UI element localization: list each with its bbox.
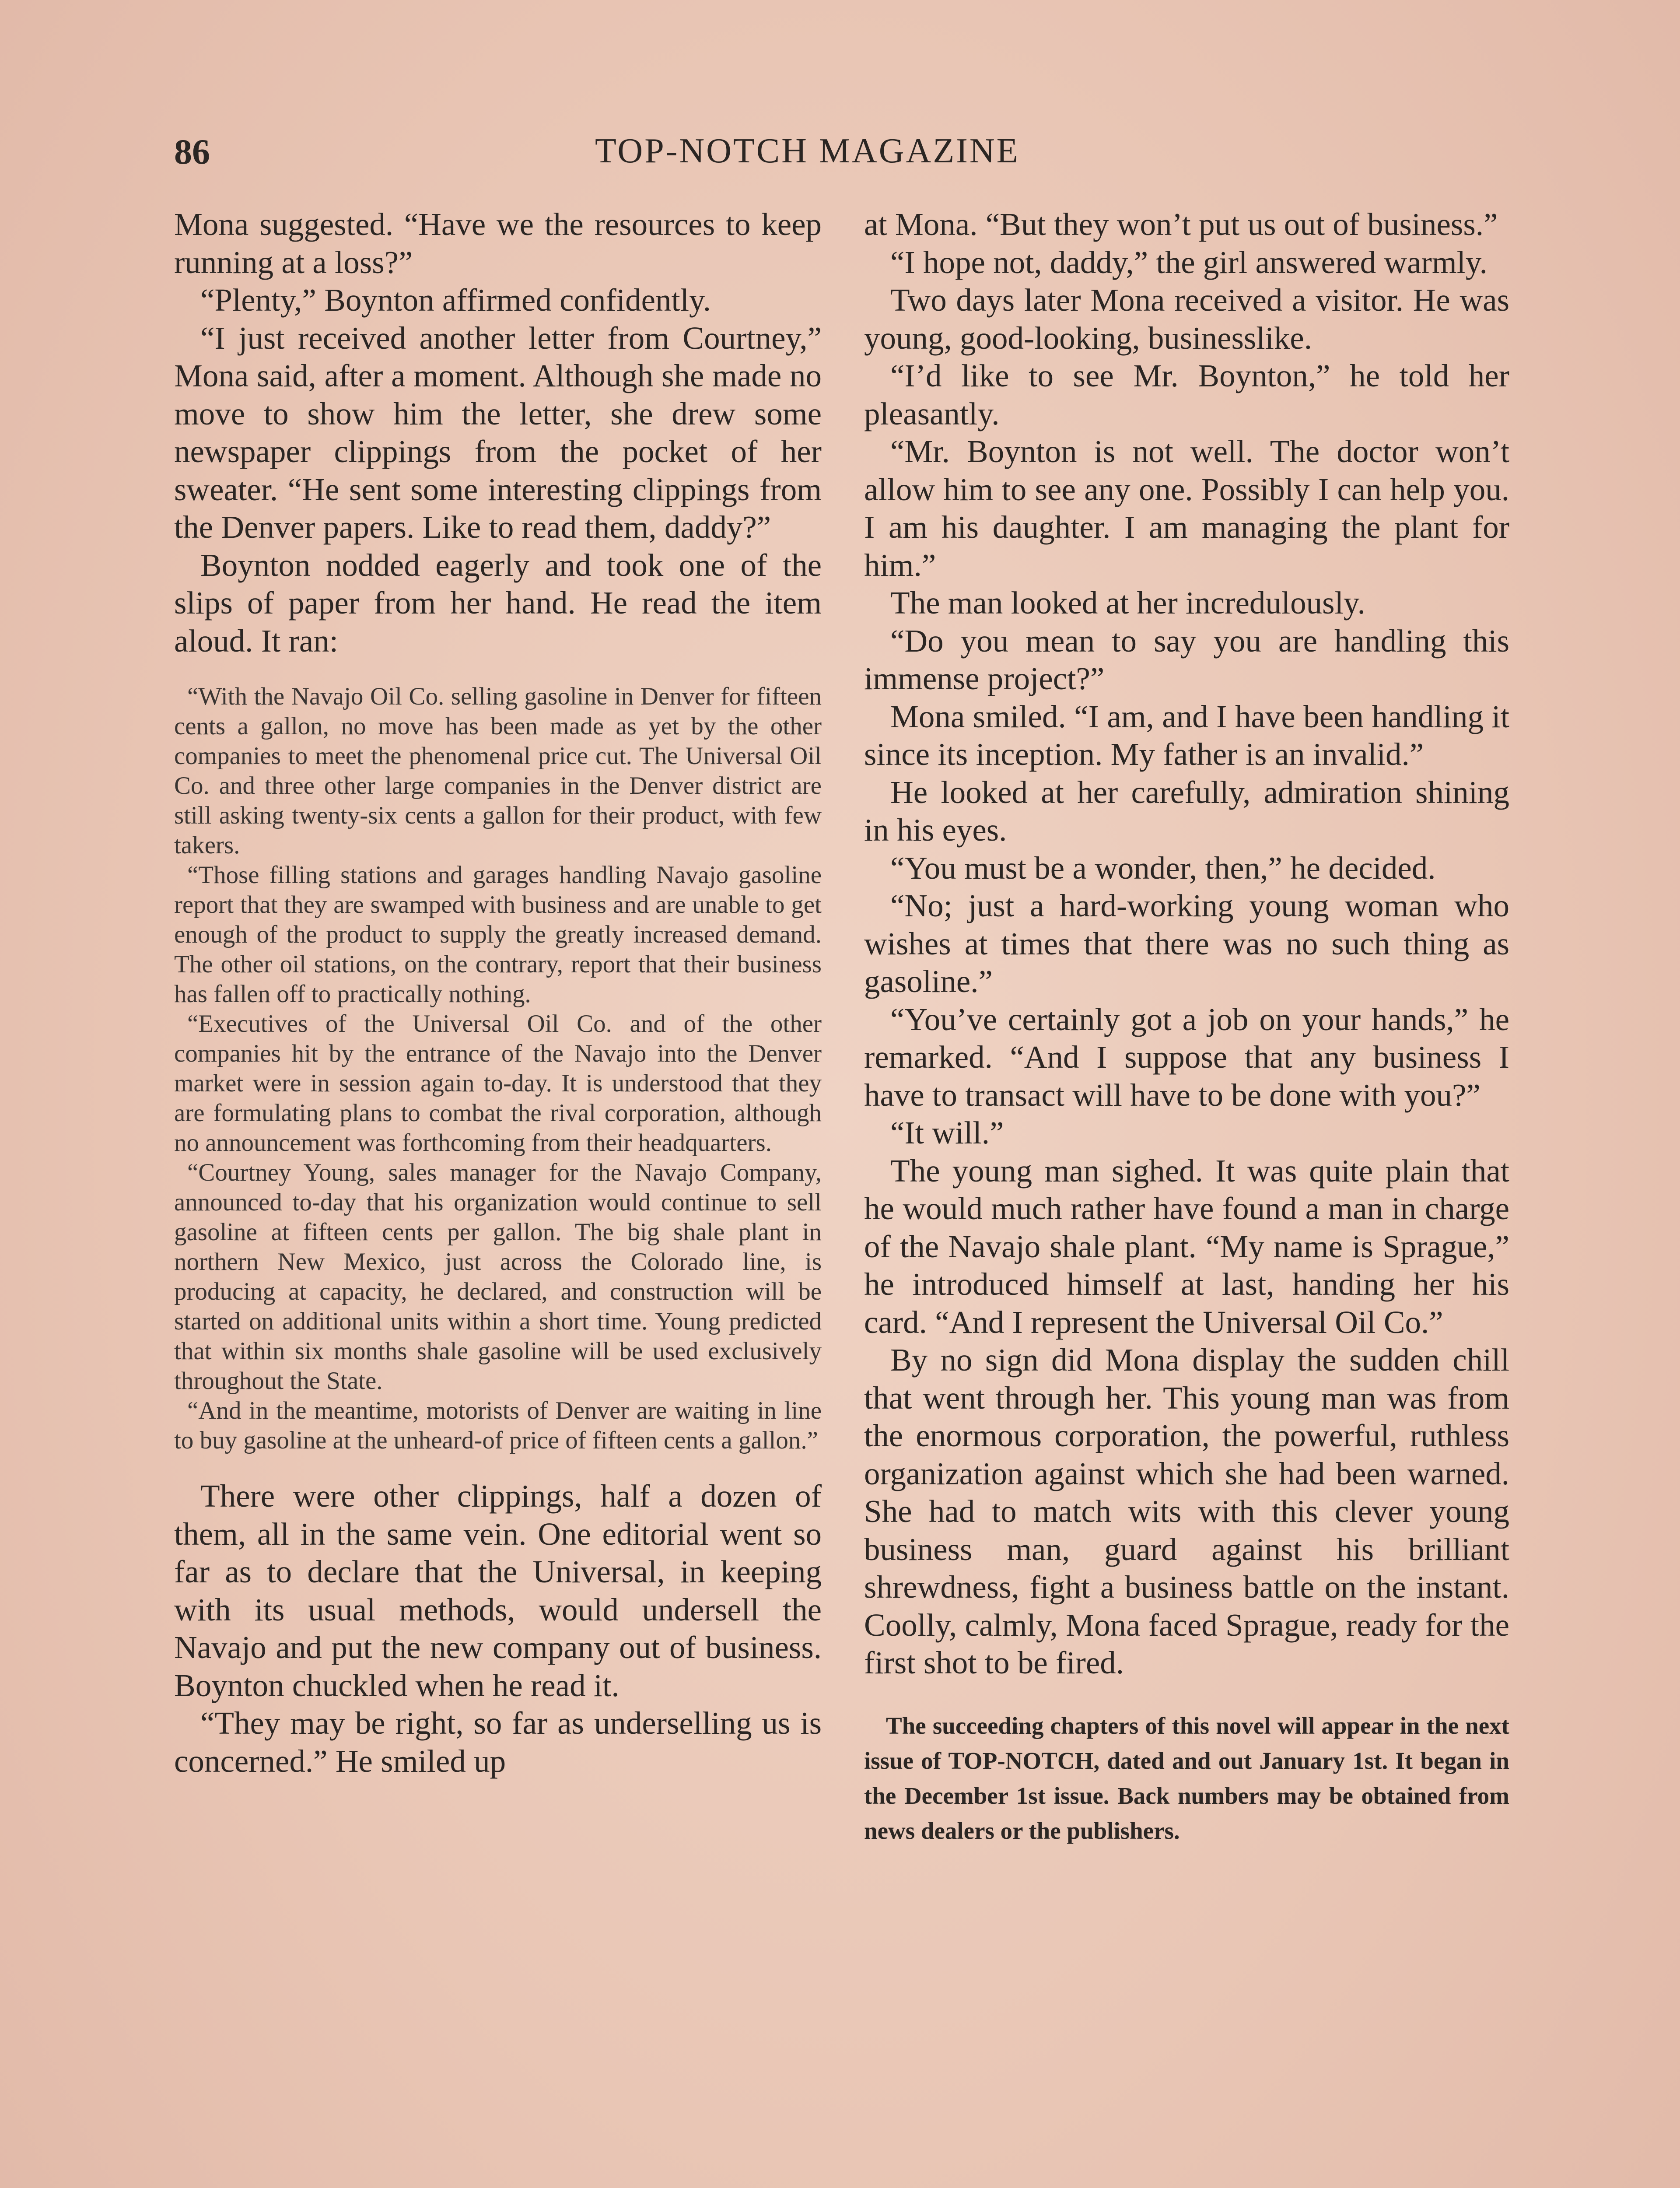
paragraph: The young man sighed. It was quite plain that he would much rather have found a man in charge of the Navajo shale plant. “My name is Sprague,” he introduced himself at last, handing her his card. “And I represent the Universal Oil Co.” — [864, 1153, 1509, 1340]
newspaper-clipping-quote — [174, 682, 822, 1455]
paragraph: Mona suggested. “Have we the resources to keep running at a loss?” — [174, 207, 822, 280]
paragraph: “You’ve certainly got a job on your hands,” he remarked. “And I suppose that any business I have to transact will have to be done with you?” — [864, 1001, 1509, 1113]
paragraph: There were other clippings, half a dozen of them, all in the same vein. One editorial went so far as to declare that the Universal, in keeping with its usual methods, would undersell the Navajo and put the new company out of business. Boynton chuckled when he read it. — [174, 1478, 822, 1703]
notice-text: The succeeding chapters of this novel will appear in the next issue of TOP-NOTCH, dated and out January 1st. It began in the December 1st issue. Back numbers may be obtained from news dealers or the publishers. — [864, 1712, 1509, 1844]
page-number: 86 — [174, 132, 210, 172]
paragraph: He looked at her carefully, admiration shining in his eyes. — [864, 774, 1509, 848]
paragraph: “Mr. Boynton is not well. The doctor won’t allow him to see any one. Possibly I can help you. I am his daughter. I am managing the plant for him.” — [864, 434, 1509, 583]
quote-paragraph: “Courtney Young, sales manager for the Navajo Company, announced to-day that his organization would continue to sell gasoline at fifteen cents per gallon. The big shale plant in northern New Mexico, just across the Colorado line, is producing at capacity, he declared, and construction will be started on additional units within a short time. Young predicted that within six months shale gasoline will be used exclusively throughout the State. — [174, 1159, 822, 1395]
paragraph: “I just received another letter from Courtney,” Mona said, after a moment. Although she made no move to show him the letter, she drew some newspaper clippings from the pocket of her sweater. “He sent some interesting clippings from the Denver papers. Like to read them, daddy?” — [174, 320, 822, 545]
paragraph: “Plenty,” Boynton affirmed confidently. — [200, 282, 711, 318]
paragraph: The man looked at her incredulously. — [890, 585, 1365, 621]
quote-paragraph: “Executives of the Universal Oil Co. and of the other companies hit by the entrance of the Navajo into the Denver market were in session again to-day. It is understood that they are formulating plans to combat the rival corporation, although no announcement was forthcoming from their headquarters. — [174, 1010, 822, 1157]
left-column — [174, 206, 822, 1780]
paragraph: “You must be a wonder, then,” he decided. — [890, 850, 1436, 886]
paragraph: “I hope not, daddy,” the girl answered warmly. — [890, 244, 1488, 280]
paragraph: Two days later Mona received a visitor. He was young, good-looking, businesslike. — [864, 282, 1509, 356]
paragraph: “It will.” — [890, 1115, 1004, 1150]
quote-paragraph: “And in the meantime, motorists of Denver are waiting in line to buy gasoline at the unheard-of price of fifteen cents a gallon.” — [174, 1397, 822, 1454]
paragraph: “Do you mean to say you are handling this immense project?” — [864, 623, 1509, 696]
running-head: TOP-NOTCH MAGAZINE — [595, 132, 1020, 170]
paragraph: “I’d like to see Mr. Boynton,” he told her pleasantly. — [864, 358, 1509, 431]
paragraph: “No; just a hard-working young woman who wishes at times that there was no such thing as gasoline.” — [864, 888, 1509, 999]
paragraph: at Mona. “But they won’t put us out of business.” — [864, 207, 1498, 242]
paragraph: “They may be right, so far as underselling us is concerned.” He smiled up — [174, 1705, 822, 1779]
paragraph: By no sign did Mona display the sudden chill that went through her. This young man was from the enormous corporation, the powerful, ruthless organization against which she had been warned. She had to match wits with this clever young business man, guard against his brilliant shrewdness, fight a business battle on the instant. Coolly, calmly, Mona faced Sprague, ready for the first shot to be fired. — [864, 1342, 1509, 1680]
paragraph: Boynton nodded eagerly and took one of the slips of paper from her hand. He read the item aloud. It ran: — [174, 547, 822, 659]
paragraph: Mona smiled. “I am, and I have been handling it since its inception. My father is an invalid.” — [864, 698, 1509, 772]
quote-paragraph: “Those filling stations and garages handling Navajo gasoline report that they are swamped with business and are unable to get enough of the product to supply the greatly increased demand. The other oil stations, on the contrary, report that their business has fallen off to practically nothing. — [174, 861, 822, 1008]
continuation-notice — [864, 1708, 1509, 1848]
right-column — [864, 206, 1509, 1848]
quote-paragraph: “With the Navajo Oil Co. selling gasoline in Denver for fifteen cents a gallon, no move has been made as yet by the other companies to meet the phenomenal price cut. The Universal Oil Co. and three other large companies in the Denver district are still asking twenty-six cents a gallon for their product, with few takers. — [174, 683, 822, 859]
